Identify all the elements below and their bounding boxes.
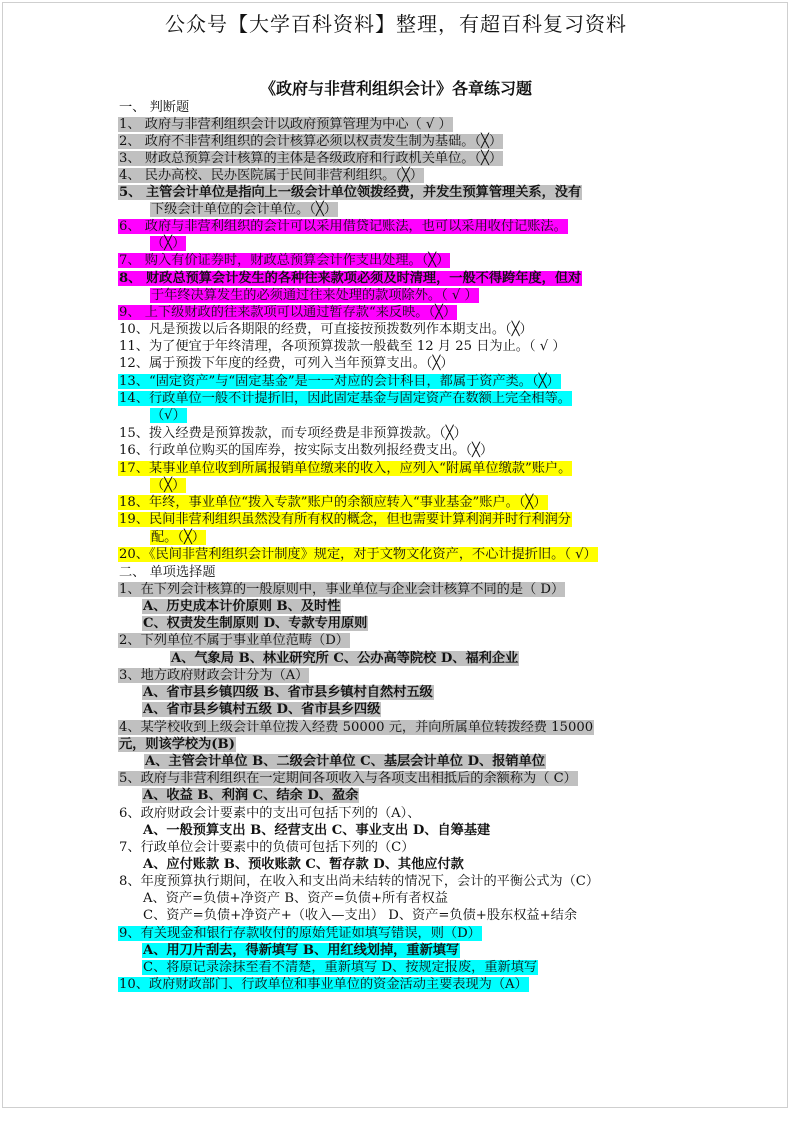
line-text: C、资产=负债+净资产+（收入—支出） D、资产=负债+股东权益+结余 <box>143 908 578 923</box>
text-line <box>150 407 187 424</box>
page-header: 公众号【大学百科资料】整理，有超百科复习资料 <box>165 12 627 36</box>
line-text: 4、某学校收到上级会计单位拨入经费 50000 元，并向所属单位转拨经费 15000 <box>119 720 594 735</box>
text-line <box>118 442 494 459</box>
text-line <box>142 856 465 873</box>
text-line <box>118 373 561 390</box>
text-line <box>118 770 578 787</box>
text-line <box>118 873 600 890</box>
text-line <box>170 650 519 667</box>
line-text: 14、行政单位一般不计提折旧，因此固定基金与固定资产在数额上完全相等。 <box>119 391 571 406</box>
line-text: 元，则该学校为(B) <box>119 737 235 752</box>
text-line <box>118 719 594 736</box>
text-line <box>150 287 479 304</box>
line-text: A、资产=负债+净资产 B、资产=负债+所有者权益 <box>143 891 448 906</box>
text-line <box>118 150 503 167</box>
line-text: 6、政府财政会计要素中的支出可包括下列的（A）、 <box>119 806 421 821</box>
line-text: 5、政府与非营利组织在一定期间各项收入与各项支出相抵后的余额称为（ C） <box>119 771 577 786</box>
text-line <box>150 529 206 546</box>
text-line <box>118 564 217 581</box>
text-line <box>150 235 186 252</box>
line-text: A、收益 B、利润 C、结余 D、盈余 <box>143 788 359 803</box>
text-line <box>118 494 548 511</box>
text-line <box>118 925 482 942</box>
text-line <box>118 667 309 684</box>
text-line <box>142 684 434 701</box>
line-text: 20、《民间非营利组织会计制度》规定，对于文物文化资产，不心计提折旧。（ √） <box>119 547 597 562</box>
line-text: （√） <box>151 408 186 423</box>
text-line <box>142 822 491 839</box>
line-text: A、用刀片刮去，得新填写 B、用红线划掉，重新填写 <box>143 943 460 958</box>
line-text: 1、 政府与非营利组织会计以政府预算管理为中心（ √ ） <box>119 117 452 132</box>
line-text: 3、 财政总预算会计核算的主体是各级政府和行政机关单位。（╳） <box>119 151 503 166</box>
line-text: 17、某事业单位收到所属报销单位缴来的收入，应列入“附属单位缴款”账户。 <box>119 461 572 476</box>
line-text: A、主管会计单位 B、二级会计单位 C、基层会计单位 D、报销单位 <box>145 754 545 769</box>
text-line <box>118 133 503 150</box>
text-line <box>118 839 415 856</box>
line-text: C、权责发生制原则 D、专款专用原则 <box>143 616 368 631</box>
line-text: 11、为了便宜于年终清理，各项预算拨款一般截至 12 月 25 日为止。（ √ ） <box>119 339 566 354</box>
line-text: 2、 政府不非营利组织的会计核算必须以权责发生制为基础。（╳） <box>119 134 503 149</box>
text-line <box>118 338 567 355</box>
text-line <box>142 787 359 804</box>
text-line <box>144 753 546 770</box>
text-line <box>142 701 381 718</box>
line-text: 12、属于预拨下年度的经费，可列入当年预算支出。（╳） <box>119 356 454 371</box>
line-text: A、应付账款 B、预收账款 C、暂存款 D、其他应付款 <box>143 857 464 872</box>
line-text: 下级会计单位的会计单位。（╳） <box>151 202 337 217</box>
line-text: C、将原记录涂抹至看不清楚，重新填写 D、按规定报废，重新填写 <box>143 960 538 975</box>
text-line <box>118 546 598 563</box>
text-line <box>142 615 368 632</box>
line-text: 一、 判断题 <box>119 100 190 115</box>
line-text: 9、有关现金和银行存款收付的原始凭证如填写错误，则（D） <box>119 926 481 941</box>
text-line <box>118 390 572 407</box>
text-line <box>142 942 460 959</box>
text-line <box>118 976 529 993</box>
text-line <box>118 355 455 372</box>
text-line <box>118 218 568 235</box>
line-text: A、省市县乡镇村五级 D、省市县乡四级 <box>143 702 381 717</box>
text-line <box>118 321 534 338</box>
line-text: 5、 主管会计单位是指向上一级会计单位领拨经费，并发生预算管理关系，没有 <box>119 185 582 200</box>
line-text: 8、年度预算执行期间，在收入和支出尚未结转的情况下，会计的平衡公式为（C） <box>119 874 600 889</box>
text-line <box>118 511 572 528</box>
text-line <box>118 304 457 321</box>
line-text: 1、在下列会计核算的一般原则中，事业单位与企业会计核算不同的是（ D） <box>119 582 565 597</box>
line-text: 10、凡是预拨以后各期限的经费，可直接按预拨数列作本期支出。（╳） <box>119 322 533 337</box>
line-text: 18、年终，事业单位“拨入专款”账户的余额应转入“事业基金”账户。（╳） <box>119 495 547 510</box>
document-title: 《政府与非营利组织会计》各章练习题 <box>259 79 532 98</box>
text-line <box>142 598 341 615</box>
text-line <box>118 805 421 822</box>
text-line <box>118 116 453 133</box>
line-text: 7、 购入有价证券时，财政总预算会计作支出处理。（╳） <box>119 253 450 268</box>
line-text: 8、 财政总预算会计发生的各种往来款项必须及时清理，一般不得跨年度，但对 <box>119 271 582 286</box>
text-line <box>118 167 424 184</box>
text-line <box>118 736 236 753</box>
line-text: 10、政府财政部门、行政单位和事业单位的资金活动主要表现为（A） <box>119 977 528 992</box>
line-text: 19、民间非营利组织虽然没有所有权的概念，但也需要计算利润并时行利润分 <box>119 512 571 527</box>
line-text: 7、行政单位会计要素中的负债可包括下列的（C） <box>119 840 415 855</box>
line-text: 15、拨入经费是预算拨款，而专项经费是非预算拨款。（╳） <box>119 426 467 441</box>
text-line <box>118 460 572 477</box>
line-text: 16、行政单位购买的国库券，按实际支出数列报经费支出。（╳） <box>119 443 494 458</box>
line-text: 4、 民办高校、民办医院属于民间非营利组织。（╳） <box>119 168 424 183</box>
line-text: A、历史成本计价原则 B、及时性 <box>143 599 341 614</box>
line-text: A、省市县乡镇四级 B、省市县乡镇村自然村五级 <box>143 685 433 700</box>
line-text: 13、“固定资产”与“固定基金”是一一对应的会计科目，都属于资产类。（╳） <box>119 374 560 389</box>
text-line <box>142 890 449 907</box>
text-line <box>118 252 450 269</box>
line-text: 于年终决算发生的必须通过往来处理的款项除外。（ √ ） <box>151 288 478 303</box>
line-text: 3、地方政府财政会计分为（A） <box>119 668 309 683</box>
text-line <box>142 907 578 924</box>
text-line <box>118 184 582 201</box>
line-text: A、气象局 B、林业研究所 C、公办高等院校 D、福利企业 <box>171 651 519 666</box>
text-line <box>118 632 350 649</box>
text-line <box>142 959 538 976</box>
line-text: 9、 上下级财政的往来款项可以通过暂存款“来反映。（╳） <box>119 305 457 320</box>
text-line <box>150 201 338 218</box>
line-text: 配。（╳） <box>151 530 206 545</box>
text-line <box>150 477 186 494</box>
line-text: （╳） <box>151 478 186 493</box>
line-text: （╳） <box>151 236 186 251</box>
line-text: 2、下列单位不属于事业单位范畴（D） <box>119 633 349 648</box>
text-line <box>118 270 582 287</box>
line-text: A、一般预算支出 B、经营支出 C、事业支出 D、自筹基建 <box>143 823 491 838</box>
line-text: 二、 单项选择题 <box>119 565 216 580</box>
text-line <box>118 581 565 598</box>
text-line <box>118 99 190 116</box>
text-line <box>118 425 468 442</box>
line-text: 6、 政府与非营利组织的会计可以采用借贷记账法，也可以采用收付记账法。 <box>119 219 567 234</box>
